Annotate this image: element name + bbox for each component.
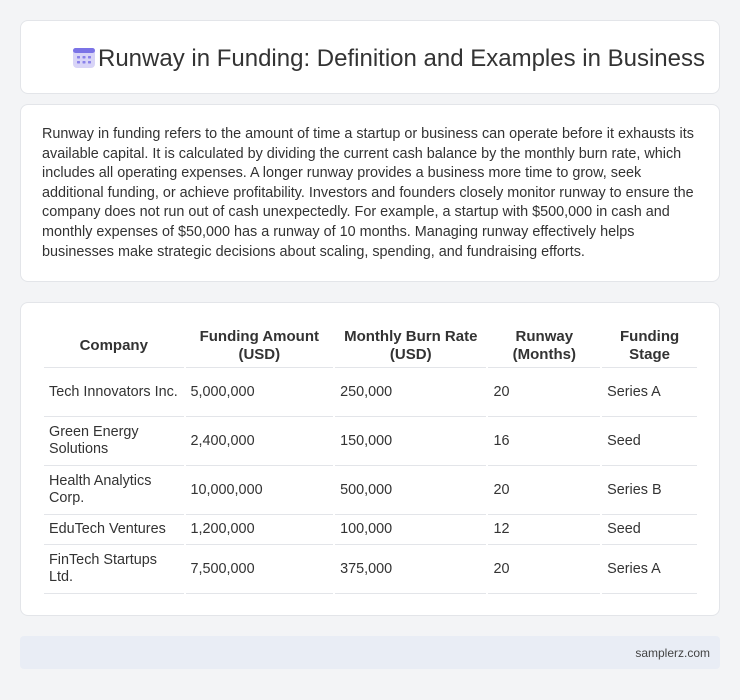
calendar-grid-icon — [71, 47, 97, 69]
cell-funding-amount: 7,500,000 — [186, 545, 334, 594]
column-header-funding-amount: Funding Amount (USD) — [186, 325, 334, 368]
cell-funding-stage: Seed — [602, 417, 697, 466]
column-header-burn-rate: Monthly Burn Rate (USD) — [335, 325, 486, 368]
footer — [20, 636, 720, 669]
cell-runway: 20 — [488, 545, 600, 594]
table-row — [44, 417, 697, 466]
table-row — [44, 466, 697, 515]
table-header-row — [44, 325, 697, 368]
cell-funding-amount: 5,000,000 — [186, 368, 334, 417]
cell-burn-rate: 150,000 — [335, 417, 486, 466]
cell-company: Tech Innovators Inc. — [44, 368, 184, 417]
cell-funding-stage: Series A — [602, 368, 697, 417]
cell-burn-rate: 100,000 — [335, 515, 486, 545]
table-card — [20, 302, 720, 616]
cell-company: Health Analytics Corp. — [44, 466, 184, 515]
table-row — [44, 368, 697, 417]
footer-site-link[interactable]: samplerz.com — [635, 646, 710, 660]
runway-table — [42, 325, 699, 594]
cell-funding-stage: Series B — [602, 466, 697, 515]
cell-runway: 20 — [488, 466, 600, 515]
cell-funding-stage: Seed — [602, 515, 697, 545]
cell-funding-amount: 2,400,000 — [186, 417, 334, 466]
column-header-runway: Runway (Months) — [488, 325, 600, 368]
column-header-company: Company — [44, 325, 184, 368]
cell-burn-rate: 250,000 — [335, 368, 486, 417]
cell-funding-stage: Series A — [602, 545, 697, 594]
cell-company: EduTech Ventures — [44, 515, 184, 545]
cell-funding-amount: 10,000,000 — [186, 466, 334, 515]
cell-company: FinTech Startups Ltd. — [44, 545, 184, 594]
cell-burn-rate: 375,000 — [335, 545, 486, 594]
column-header-funding-stage: Funding Stage — [602, 325, 697, 368]
cell-burn-rate: 500,000 — [335, 466, 486, 515]
cell-funding-amount: 1,200,000 — [186, 515, 334, 545]
cell-runway: 16 — [488, 417, 600, 466]
description-card — [20, 104, 720, 282]
page-title: Runway in Funding: Definition and Examples in Business — [98, 45, 705, 72]
header-card — [20, 20, 720, 94]
description-text: Runway in funding refers to the amount of time a startup or business can operate before it exhausts its available capital. It is calculated by dividing the current cash balance by the monthly burn rate, which includes all operating expenses. A longer runway provides a business more time to grow, seek additional funding, or achieve profitability. Investors and founders closely monitor runway to ensure the company does not run out of cash unexpectedly. For example, a startup with $500,000 in cash and monthly expenses of $50,000 has a runway of 10 months. Managing runway effectively helps businesses make strategic decisions about scaling, spending, and fundraising efforts. — [42, 126, 694, 260]
cell-runway: 20 — [488, 368, 600, 417]
cell-runway: 12 — [488, 515, 600, 545]
cell-company: Green Energy Solutions — [44, 417, 184, 466]
table-row — [44, 545, 697, 594]
table-row — [44, 515, 697, 545]
